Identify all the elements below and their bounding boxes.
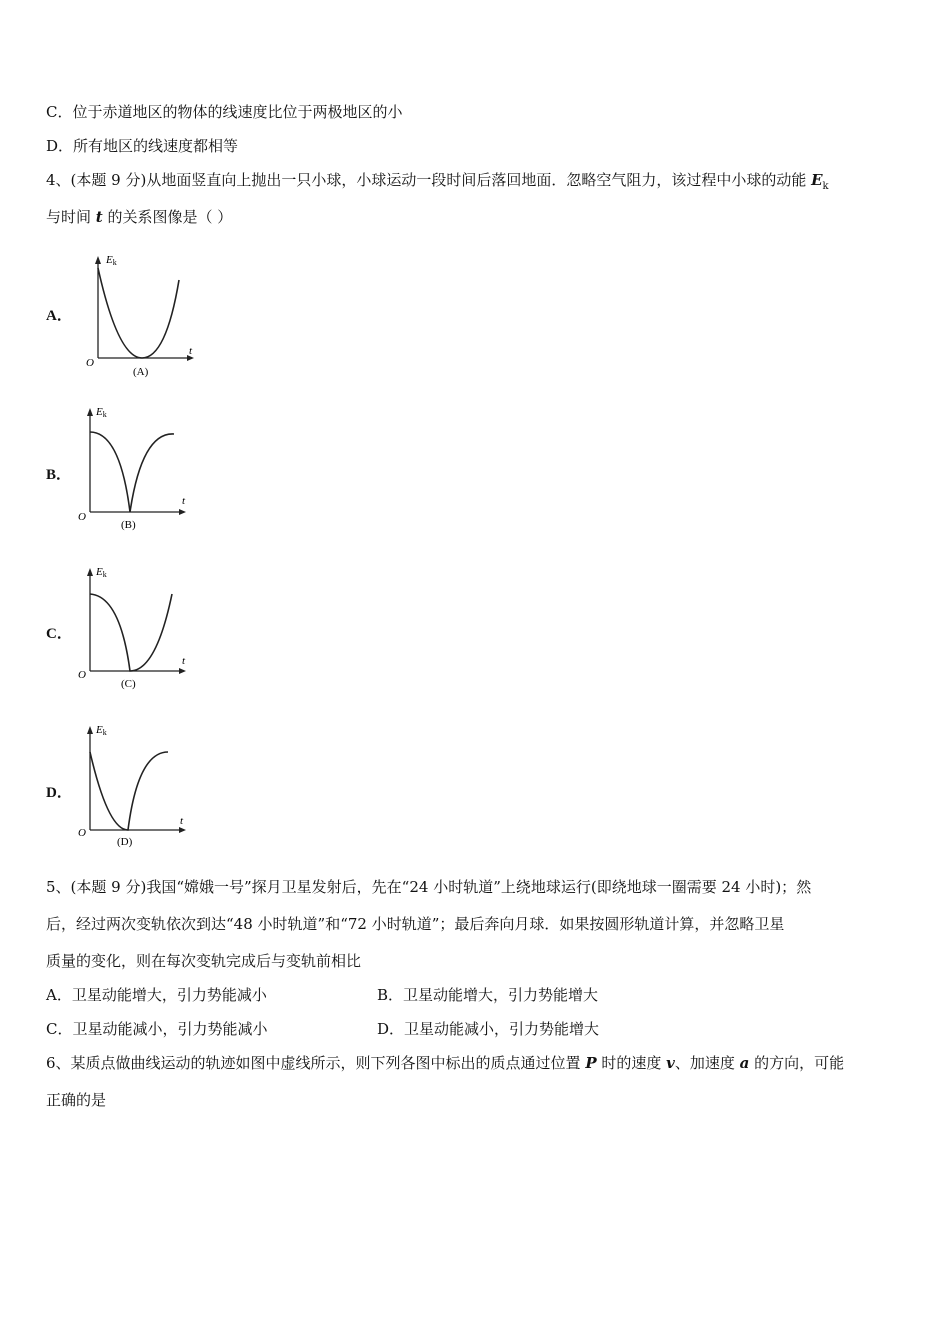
x-axis-label: t — [180, 815, 184, 827]
q4-option-c-label: C． — [46, 626, 72, 642]
ek-curve — [90, 752, 168, 830]
q6-p-symbol: P — [585, 1054, 597, 1072]
q4-graph-c — [72, 560, 196, 694]
q5-option-d: D．卫星动能减小，引力势能增大 — [377, 1020, 600, 1038]
x-axis-arrow — [179, 668, 186, 674]
y-axis-label: Ek — [106, 254, 117, 267]
q4-graph-a — [80, 248, 200, 380]
y-axis-arrow — [95, 256, 101, 264]
q6-v-symbol: v — [666, 1054, 675, 1072]
origin-label: O — [78, 669, 86, 681]
q5-option-b: B．卫星动能增大，引力势能增大 — [377, 986, 599, 1004]
ek-curve — [98, 268, 179, 358]
q4-stem-line2-post: 的关系图像是（ ） — [102, 208, 233, 226]
y-axis-label: Ek — [96, 406, 107, 419]
q4-ek-symbol: E — [811, 171, 823, 189]
x-axis-label: t — [189, 345, 193, 357]
q4-option-a-label: A． — [46, 308, 72, 324]
q4-ek-subscript: k — [822, 181, 829, 192]
q5-stem-line2: 后，经过两次变轨依次到达“48 小时轨道”和“72 小时轨道”；最后奔向月球．如果按圆形轨道计算，并忽略卫星 — [46, 915, 785, 933]
x-axis-label: t — [182, 655, 186, 667]
q5-option-c: C．卫星动能减小，引力势能减小 — [46, 1020, 268, 1038]
y-axis-label: Ek — [96, 724, 107, 737]
q3-option-d: D．所有地区的线速度都相等 — [46, 137, 239, 155]
q4-stem-text: 4、(本题 9 分)从地面竖直向上抛出一只小球，小球运动一段时间后落回地面．忽略空气阻力，该过程中小球的动能 — [46, 171, 812, 189]
q4-stem-line1 — [46, 170, 829, 197]
x-axis-arrow — [179, 827, 186, 833]
q3-option-c: C．位于赤道地区的物体的线速度比位于两极地区的小 — [46, 103, 403, 121]
q6-text-d: 的方向，可能 — [749, 1054, 845, 1072]
origin-label: O — [78, 827, 86, 839]
origin-label: O — [78, 511, 86, 523]
q4-t-symbol: t — [95, 208, 103, 226]
graph-caption: (A) — [133, 366, 149, 378]
q6-stem-line2: 正确的是 — [46, 1091, 107, 1109]
q5-stem-line1: 5、(本题 9 分)我国“嫦娥一号”探月卫星发射后，先在“24 小时轨道”上绕地球运行(即绕地球一圈需要 24 小时)；然 — [46, 878, 812, 896]
graph-caption: (B) — [121, 519, 136, 531]
q4-stem-line2-pre: 与时间 — [46, 208, 96, 226]
q4-stem-line2 — [46, 207, 232, 227]
q6-text-b: 时的速度 — [596, 1054, 667, 1072]
q4-option-b-label: B． — [46, 467, 72, 483]
q6-text-c: 、加速度 — [674, 1054, 740, 1072]
graph-caption: (D) — [117, 836, 133, 848]
q6-a-symbol: a — [739, 1054, 750, 1072]
q4-option-d-label: D． — [46, 785, 72, 801]
y-axis-label: Ek — [96, 566, 107, 579]
q6-text-a: 6、某质点做曲线运动的轨迹如图中虚线所示，则下列各图中标出的质点通过位置 — [46, 1054, 586, 1072]
origin-label: O — [86, 357, 94, 369]
y-axis-arrow — [87, 726, 93, 734]
x-axis-label: t — [182, 495, 186, 507]
graph-caption: (C) — [121, 678, 136, 690]
q4-graph-b — [72, 400, 196, 534]
q4-graph-d — [72, 718, 196, 852]
y-axis-arrow — [87, 568, 93, 576]
x-axis-arrow — [179, 509, 186, 515]
ek-curve — [90, 594, 172, 671]
q5-stem-line3: 质量的变化，则在每次变轨完成后与变轨前相比 — [46, 952, 362, 970]
y-axis-arrow — [87, 408, 93, 416]
ek-curve — [90, 432, 174, 512]
q5-option-a: A．卫星动能增大，引力势能减小 — [46, 986, 267, 1004]
q6-stem-line1 — [46, 1053, 844, 1073]
